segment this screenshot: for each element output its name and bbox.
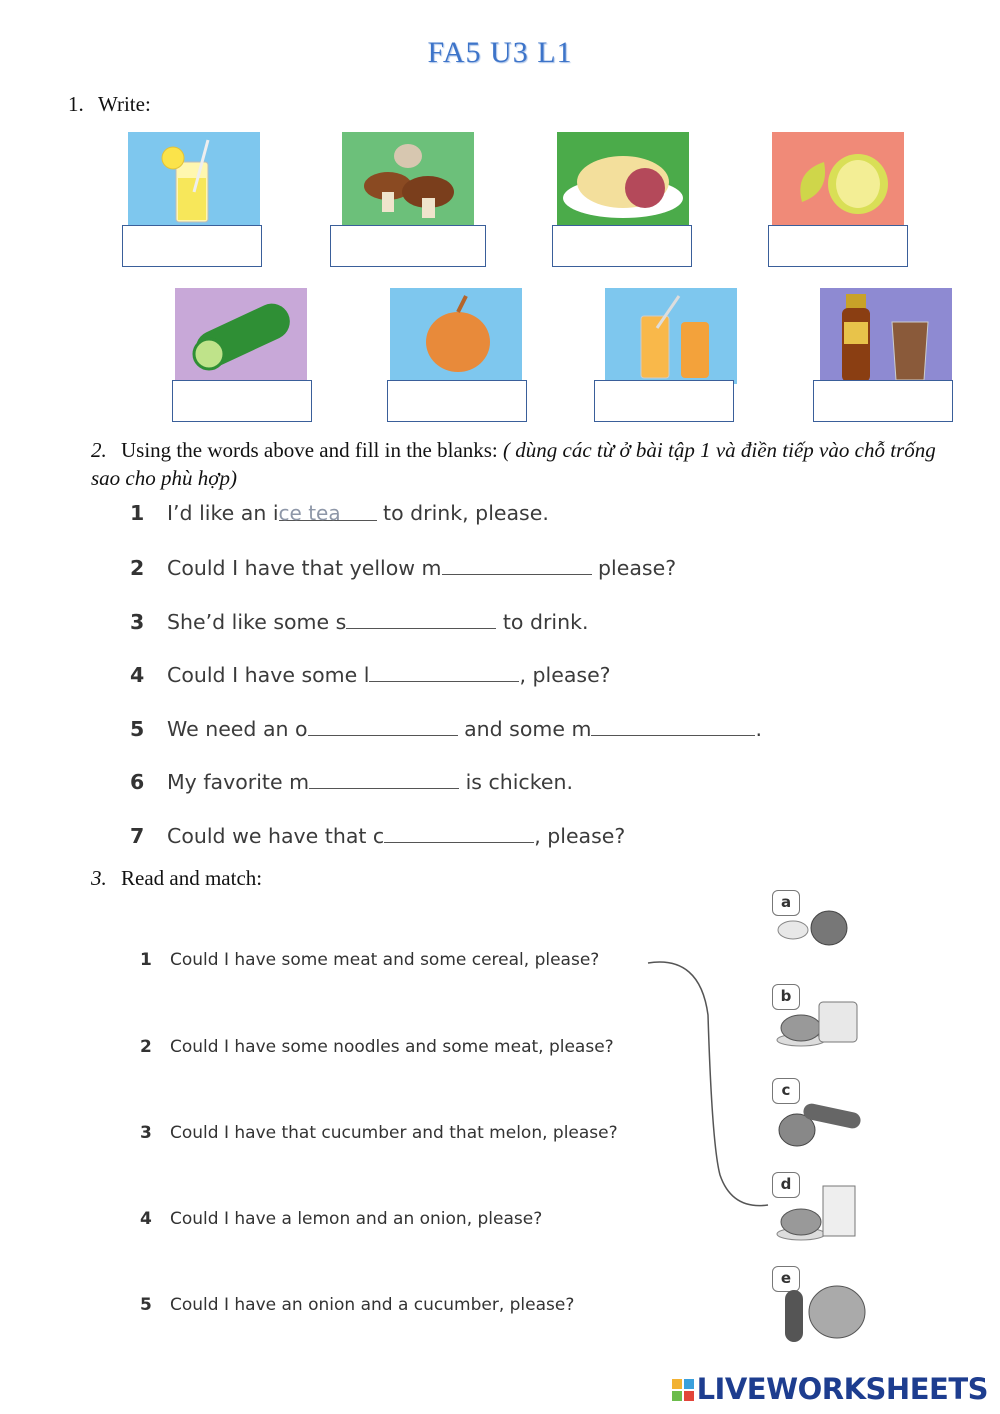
blank-input[interactable] — [309, 766, 459, 789]
match-letter-c[interactable]: c — [772, 1078, 800, 1104]
meat-cereal-icon — [775, 996, 865, 1048]
soda-icon — [605, 288, 737, 384]
answer-box-7[interactable] — [594, 380, 734, 422]
onion-icon — [390, 288, 522, 384]
brand-logo: LIVEWORKSHEETS — [672, 1372, 988, 1406]
match-letter-d[interactable]: d — [772, 1172, 800, 1198]
question-label: Read and match: — [121, 866, 263, 890]
match-letter-b[interactable]: b — [772, 984, 800, 1010]
lemonade-icon — [128, 132, 260, 228]
meat-icon — [557, 132, 689, 228]
match-line — [640, 955, 780, 1215]
blank-input[interactable] — [308, 713, 458, 736]
answer-box-3[interactable] — [552, 225, 692, 267]
blank-input[interactable] — [442, 552, 592, 575]
answer-box-6[interactable] — [387, 380, 527, 422]
meat-noodles-icon — [775, 1182, 865, 1242]
answer-box-2[interactable] — [330, 225, 486, 267]
question-number: 2. — [91, 438, 107, 462]
match-letter-e[interactable]: e — [772, 1266, 800, 1292]
blank-input[interactable] — [369, 659, 519, 682]
blank-input[interactable] — [346, 606, 496, 629]
match-sentence-5[interactable]: 5 Could I have an onion and a cucumber, please? — [140, 1295, 575, 1315]
match-sentence-3[interactable]: 3 Could I have that cucumber and that melon, please? — [140, 1123, 618, 1143]
iced-tea-icon — [820, 288, 952, 384]
question-label: Write: — [98, 92, 151, 116]
page-title: FA5 U3 L1 — [427, 36, 573, 69]
sentence-3: 3 She’d like some s to drink. — [130, 606, 588, 636]
question-number: 1. — [68, 92, 84, 116]
cucumber-icon — [175, 288, 307, 384]
match-letter-a[interactable]: a — [772, 890, 800, 916]
liveworksheets-icon — [672, 1374, 694, 1396]
question-number: 3. — [91, 866, 107, 890]
match-sentence-4[interactable]: 4 Could I have a lemon and an onion, please? — [140, 1209, 543, 1229]
answer-box-8[interactable] — [813, 380, 953, 422]
answer-box-1[interactable] — [122, 225, 262, 267]
sentence-6: 6 My favorite m is chicken. — [130, 766, 573, 796]
mushrooms-icon — [342, 132, 474, 228]
question-1-heading — [68, 92, 151, 117]
cucumber-melon-icon — [775, 1280, 869, 1344]
sentence-4: 4 Could I have some l , please? — [130, 659, 611, 689]
question-3-heading — [91, 866, 262, 891]
answer-box-4[interactable] — [768, 225, 908, 267]
lemon-onion-icon — [775, 908, 855, 948]
question-label: Using the words above and fill in the blanks: — [121, 438, 498, 462]
blank-input[interactable] — [384, 820, 534, 843]
question-note: ( dùng các từ ở bài tập 1 và điền tiếp vào chỗ trống sao cho phù hợp) — [91, 438, 936, 490]
question-2-heading — [91, 436, 951, 492]
sentence-7: 7 Could we have that c , please? — [130, 820, 625, 850]
match-sentence-2[interactable]: 2 Could I have some noodles and some meat, please? — [140, 1037, 614, 1057]
sentence-5: 5 We need an o and some m . — [130, 713, 762, 743]
sentence-2: 2 Could I have that yellow m please? — [130, 552, 676, 582]
answer-box-5[interactable] — [172, 380, 312, 422]
blank-input[interactable]: ce tea — [279, 498, 377, 521]
sentence-1: 1 I’d like an ice tea to drink, please. — [130, 498, 549, 528]
blank-input[interactable] — [591, 713, 755, 736]
onion-cucumber-icon — [775, 1094, 867, 1150]
match-sentence-1[interactable]: 1 Could I have some meat and some cereal, please? — [140, 950, 600, 970]
melon-icon — [772, 132, 904, 228]
